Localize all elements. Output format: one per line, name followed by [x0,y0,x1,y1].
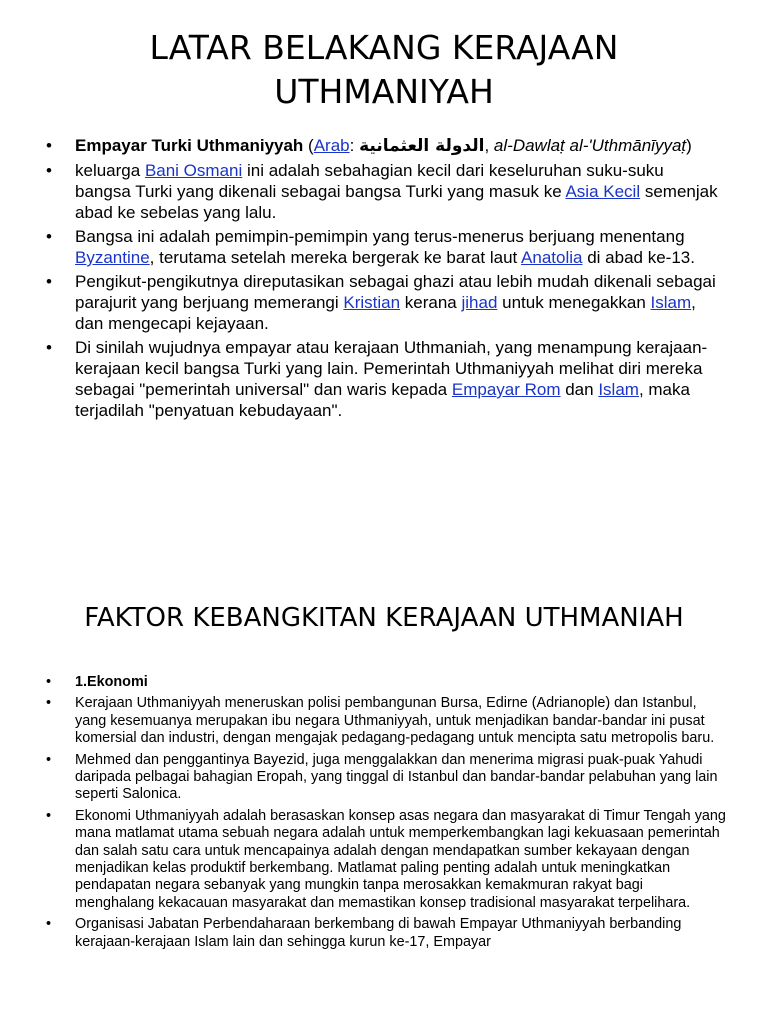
text: , [484,136,494,155]
text: Pengikut-pengikutnya direputasikan sebagai ghazi atau lebih mudah dikenali sebagai parajurit yang berjuang memerangi [75,272,716,312]
list-item [46,916,726,951]
text: , terutama setelah mereka bergerak ke barat laut [149,248,522,267]
text: , dan mengecapi kejayaan. [75,293,696,333]
bullet-icon: • [46,272,52,291]
text: ) [686,136,692,155]
bullet-list [46,135,718,424]
text: ini adalah sebahagian kecil dari keseluruhan suku-suku bangsa Turki yang dikenali sebagai bangsa Turki yang masuk ke [75,161,664,201]
text: semenjak abad ke sebelas yang lalu. [75,182,718,222]
text: untuk menegakkan [497,293,651,312]
bullet-icon: • [46,136,52,155]
text: Ekonomi Uthmaniyyah adalah berasaskan konsep asas negara dan masyarakat di Timur Tengah yang mana matlamat utama sebuah negara adalah untuk memperkembangkan lagi kekuasaan pemerintah dan salah satu cara untuk mencapainya adalah dengan mendapatkan sumber kekayaan dengan menjadikan kelas produktif berkembang. Matlamat paling penting adalah untuk meningkatkan pendapatan negara sebanyak yang mungkin tanpa merosakkan kemakmuran rakyat bagi menghalang kekacauan masyarakat dan memastikan konsep tradisional masyarakat terpelihara. [75,807,726,911]
link-bani-osmani[interactable]: Bani Osmani [144,161,243,180]
bullet-icon: • [46,807,52,824]
link-jihad[interactable]: jihad [461,293,498,312]
bullet-icon: • [46,161,52,180]
list-item [46,226,718,268]
bullet-list [46,674,726,955]
text: kerana [400,293,462,312]
bullet-icon: • [46,916,52,933]
link-byzantine[interactable]: Byzantine [75,248,150,267]
link-islam[interactable]: Islam [650,293,692,312]
list-item [46,674,726,691]
text: dan [560,380,599,399]
slide-title: LATAR BELAKANG KERAJAAN UTHMANIYAH [149,28,619,111]
link-islam[interactable]: Islam [598,380,639,399]
bullet-icon: • [46,695,52,712]
link-asia-kecil[interactable]: Asia Kecil [565,182,641,201]
bold-term: Empayar Turki Uthmaniyyah [75,136,304,155]
list-item [46,160,718,223]
text: Mehmed dan penggantinya Bayezid, juga menggalakkan dan menerima migrasi puak-puak Yahudi daripada pelbagai bahagian Eropah, yang tinggal di Istanbul dan bandar-bandar pelabuhan yang lain seperti Salonica. [75,751,718,803]
bullet-icon: • [46,674,52,690]
text: : [349,136,360,155]
list-item [46,337,718,421]
bullet-icon: • [46,227,52,246]
bullet-icon: • [46,751,52,768]
link-arab[interactable]: Arab [313,136,350,155]
list-item [46,695,726,747]
bullet-icon: • [46,338,52,357]
text: Bangsa ini adalah pemimpin-pemimpin yang terus-menerus berjuang menentang [75,227,685,246]
text: Di sinilah wujudnya empayar atau kerajaan Uthmaniah, yang menampung kerajaan-kerajaan kecil bangsa Turki yang lain. Pemerintah Uthmaniyyah melihat diri mereka sebagai "pemerintah universal" dan waris kepada [75,338,708,399]
text: di abad ke-13. [582,248,695,267]
link-anatolia[interactable]: Anatolia [521,248,583,267]
slide-faktor-kebangkitan [0,512,768,1024]
slide-title: FAKTOR KEBANGKITAN KERAJAAN UTHMANIAH [84,603,684,633]
list-item [46,271,718,334]
text: , maka terjadilah "penyatuan kebudayaan". [75,380,690,420]
list-item [46,752,726,804]
link-empayar-rom[interactable]: Empayar Rom [451,380,561,399]
link-kristian[interactable]: Kristian [343,293,401,312]
list-item [46,135,718,157]
arabic-text: الدولة العثمانية [359,136,485,156]
section-heading: 1.Ekonomi [75,674,148,690]
text: keluarga [75,161,145,180]
text: ( [303,136,314,155]
list-item [46,808,726,912]
text: Organisasi Jabatan Perbendaharaan berkembang di bawah Empayar Uthmaniyyah berbanding kerajaan-kerajaan Islam lain dan sehingga kurun ke-17, Empayar [75,916,682,950]
transliteration: al-Dawlaṭ al-'Uthmānīyyaṭ [493,136,687,155]
text: Kerajaan Uthmaniyyah meneruskan polisi pembangunan Bursa, Edirne (Adrianople) dan Istanbul, yang kesemuanya merupakan ibu negara Uthmaniyyah, untuk menjadikan bandar-bandar ini pusat komersial dan industri, dengan mengajak pedagang-pedagang untuk mencipta satu metropolis baru. [75,695,715,747]
